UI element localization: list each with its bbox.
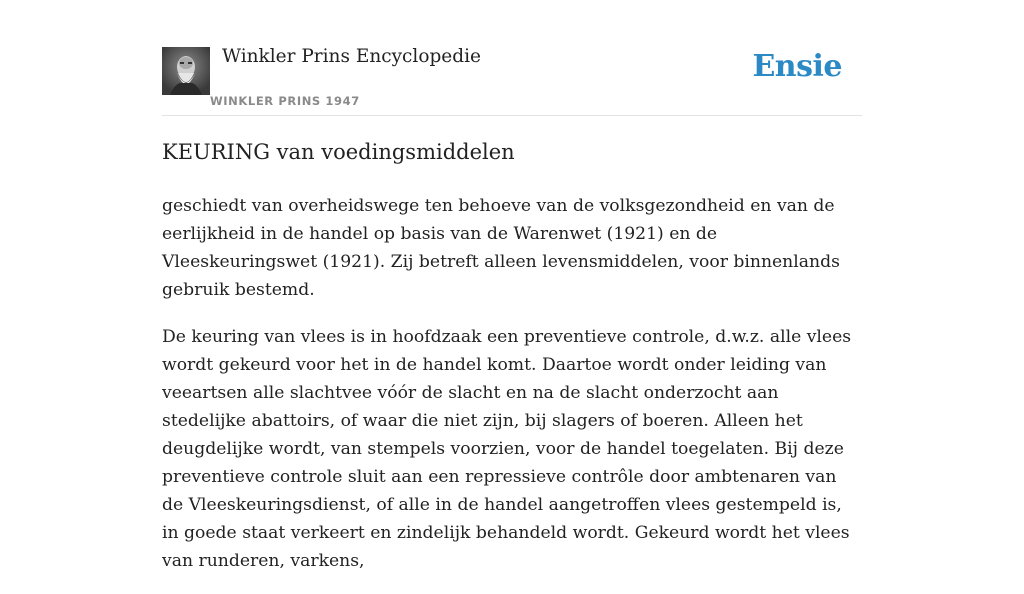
article-paragraph: De keuring van vlees is in hoofdzaak een preventieve controle, d.w.z. alle vlees wordt gekeurd voor het in de handel komt. Daartoe wordt onder leiding van veeartsen alle slachtvee vóór de slacht en na de slacht onderzocht aan stedelijke abattoirs, of waar die niet zijn, bij slagers of boeren. Alleen het deugdelijke wordt, van stempels voorzien, voor de handel toegelaten. Bij deze preventieve controle sluit aan een repressieve contrôle door ambtenaren van de Vleeskeuringsdienst, of alle in de handel aangetroffen vlees gestempeld is, in goede staat verkeert en zindelijk behandeld wordt. Gekeurd wordt het vlees van runderen, varkens, (162, 327, 852, 571)
article-paragraph: geschiedt van overheidswege ten behoeve van de volksgezondheid en van de eerlijkheid in de handel op basis van de Warenwet (1921) en de Vleeskeuringswet (1921). Zij betreft alleen levensmiddelen, voor binnenlands gebruik bestemd. (162, 196, 840, 300)
page-container (162, 0, 862, 571)
bearded-man-portrait-icon (162, 47, 210, 95)
source-avatar[interactable] (162, 47, 210, 95)
source-title-link[interactable]: Winkler Prins Encyclopedie (222, 46, 481, 67)
source-subtitle: WINKLER PRINS 1947 (210, 94, 360, 108)
article-body (162, 192, 862, 594)
ensie-logo[interactable]: Ensie (752, 49, 842, 84)
article-title: KEURING van voedingsmiddelen (162, 140, 515, 164)
source-header (162, 0, 862, 116)
